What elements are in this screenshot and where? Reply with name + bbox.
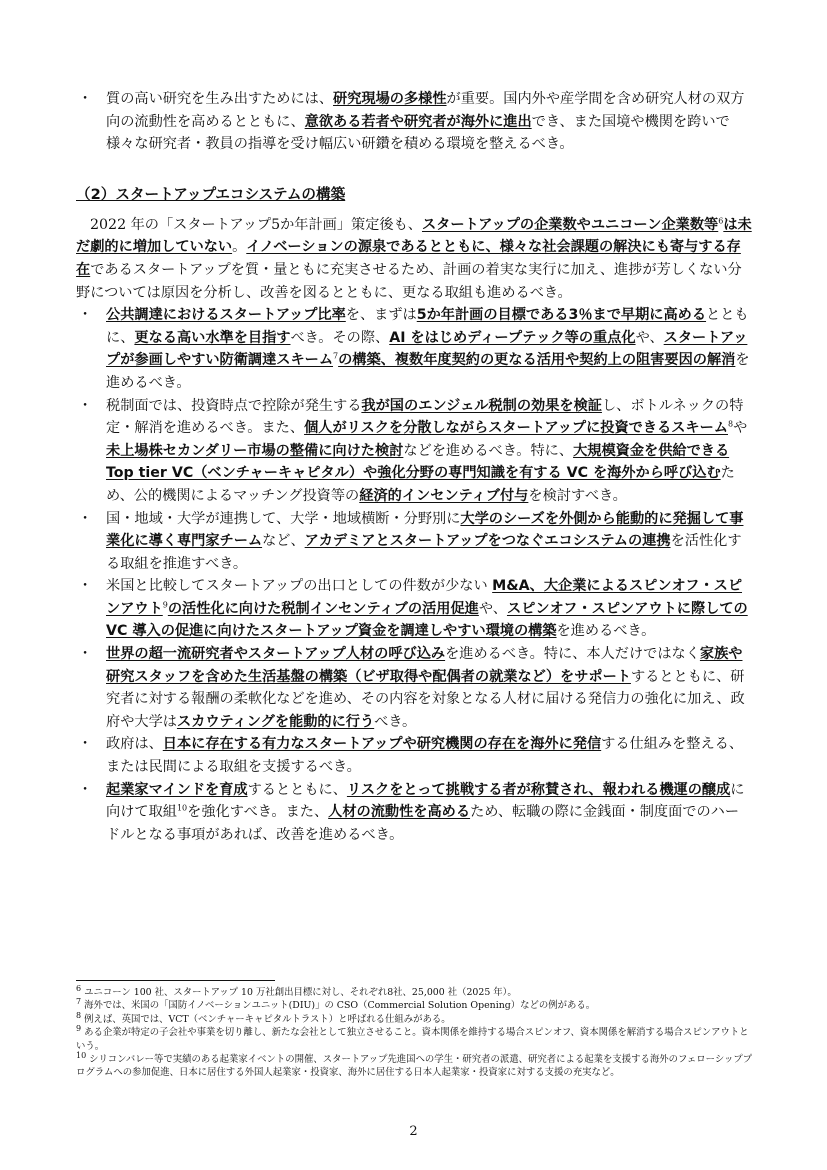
bullet-mark: ・ [78,578,93,595]
bullet-mark: ・ [78,510,93,527]
bullet-global-talent: ・ 世界の超一流研究者やスタートアップ人材の呼び込みを進めるべき。特に、本人だけではなく家族や研究スタッフを含めた生活基盤の構築（ビザ取得や配偶者の就業など）をサポートするとともに、研究者に対する報酬の柔軟化などを進め、その内容を対象となる人材に届ける発信力の強化に加え、政府や大学はスカウティングを能動的に行うべき。 [76,643,753,733]
footnotes [76,983,753,1080]
bullet-mark: ・ [78,781,93,798]
bullet-mark: ・ [78,397,93,414]
bullet-mark: ・ [78,646,93,663]
footnote-ref: 9 [162,600,168,610]
bullet-tax-system: ・ 税制面では、投資時点で控除が発生する我が国のエンジェル税制の効果を検証し、ボトルネックの特定・解消を進めるべき。また、個人がリスクを分散しながらスタートアップに投資できるスキーム$^8$や未上場株セカンダリー市場の整備に向けた検討などを進めるべき。特に、大規模資金を供給できる Top tier VC（ベンチャーキャピタル）や強化分野の専門知識を有する VC を海外から呼び込むため、公的機関によるマッチング投資等の経済的インセンティブ付与を検討すべき。 [76,395,753,508]
footnote-item: $^6$ ユニコーン 100 社、スタートアップ 10 万社創出目標に対し、それぞれ8社、25,000 社（2025 年）。 [76,983,517,998]
bullet-mna-spinoff: ・ 米国と比較してスタートアップの出口としての件数が少ない M&A、大企業によるスピンオフ・スピンアウト$^9$の活性化に向けた税制インセンティブの活用促進や、スピンオフ・スピンアウトに際しての VC 導入の促進に向けたスタートアップ資金を調達しやすい環境の構築を進めるべき。 [76,575,753,643]
footnote-item: $^{10}$ シリコンバレー等で実績のある起業家イベントの開催、スタートアップ先進国への学生・研究者の派遣、研究者による起業を支援する海外のフェローシッププログラムへの参加促進、日本に居住する外国人起業家・投資家、海外に居住する日本人起業家・投資家に対する支援の充実など。 [76,1050,753,1079]
footnote-separator [76,980,275,981]
bullet-mark: ・ [78,307,93,324]
footnote-ref: 6 [718,216,724,226]
bullet-overseas-promotion: ・ 政府は、日本に存在する有力なスタートアップや研究機関の存在を海外に発信する仕組みを整える、または民間による取組を支援するべき。 [76,733,753,778]
page-number: 2 [409,1124,418,1139]
footnote-ref: 7 [333,351,339,361]
bullet-mark: ・ [78,736,93,753]
section-intro-paragraph: 2022 年の「スタートアップ5か年計画」策定後も、スタートアップの企業数やユニコーン企業数等$^6$は未だ劇的に増加していない。イノベーションの源泉であるとともに、様々な社会課題の解決にも寄与する存在であるスタートアップを質・量ともに充実させるため、計画の着実な実行に加え、進捗が芳しくない分野については原因を分析し、改善を図るとともに、更なる取組も進めるべき。 [76,216,752,301]
footnote-item: $^7$ 海外では、米国の「国防イノベーションユニット(DIU)」の CSO（Commercial Solution Opening）などの例がある。 [76,997,596,1012]
bullet-public-procurement: ・ 公共調達におけるスタートアップ比率を、まずは5か年計画の目標である3％まで早期に高めるとともに、更なる高い水準を目指すべき。その際、AI をはじめディープテック等の重点化や、スタートアップが参画しやすい防衛調達スキーム$^7$の構築、複数年度契約の更なる活用や契約上の阻害要因の解消を進めるべき。 [76,304,753,394]
footnote-item: $^8$ 例えば、英国では、VCT（ベンチャーキャピタルトラスト）と呼ばれる仕組みがある。 [76,1010,451,1025]
footnote-item: $^9$ ある企業が特定の子会社や事業を切り離し、新たな会社として独立させること。資本関係を維持する場合スピンオフ、資本関係を解消する場合スピンアウトという。 [76,1024,749,1052]
footnote-ref: 8 [728,419,734,429]
section-heading: （2）スタートアップエコシステムの構築 [76,185,346,203]
bullet-research-diversity: ・ 質の高い研究を生み出すためには、研究現場の多様性が重要。国内外や産学間を含め研究人材の双方向の流動性を高めるとともに、意欲ある若者や研究者が海外に進出でき、また国境や機関を跨いで様々な研究者・教員の指導を受け幅広い研鑽を積める環境を整えるべき。 [76,88,753,156]
document-body [76,88,753,846]
footnote-ref: 10 [176,803,188,813]
bullet-mark: ・ [78,91,93,107]
bullet-university-ecosystem: ・ 国・地域・大学が連携して、大学・地域横断・分野別に大学のシーズを外側から能動的に発掘して事業化に導く専門家チームなど、アカデミアとスタートアップをつなぐエコシステムの連携を活性化する取組を推進すべき。 [76,508,753,576]
bullet-entrepreneur-mindset: ・ 起業家マインドを育成するとともに、リスクをとって挑戦する者が称賛され、報われる機運の醸成に向けて取組$^{10}$を強化すべき。また、人材の流動性を高めるため、転職の際に金銭面・制度面でのハードルとなる事項があれば、改善を進めるべき。 [76,779,753,847]
